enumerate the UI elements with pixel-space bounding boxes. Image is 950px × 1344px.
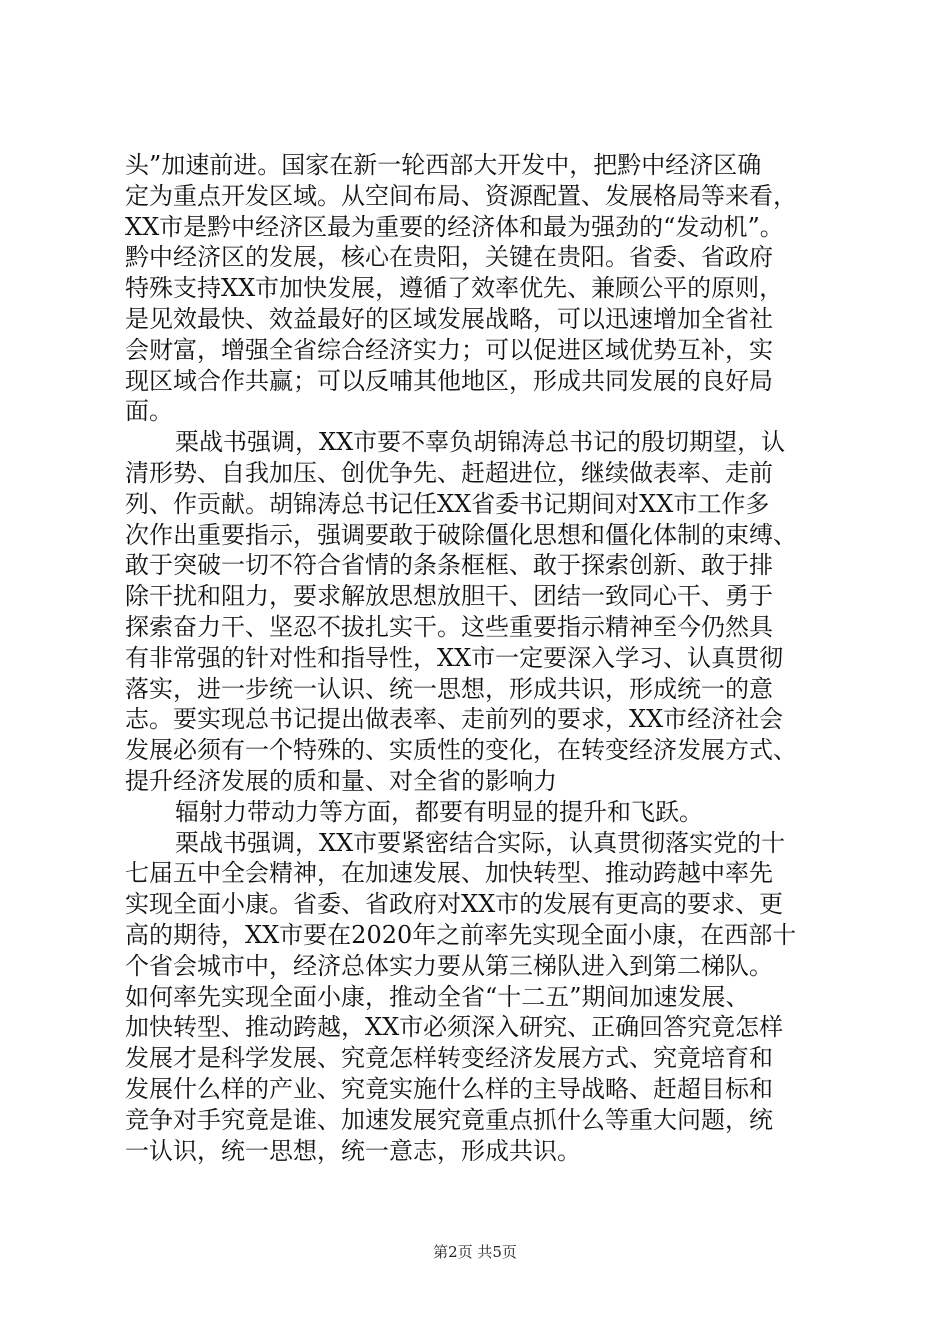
- text-line: XX市是黔中经济区最为重要的经济体和最为强劲的“发动机”。: [125, 212, 784, 241]
- text-line: 如何率先实现全面小康，推动全省“十二五”期间加速发展、: [125, 982, 750, 1011]
- text-line: 发展什么样的产业、究竟实施什么样的主导战略、赶超目标和: [125, 1074, 773, 1103]
- text-line: 次作出重要指示，强调要敢于破除僵化思想和僵化体制的束缚、: [125, 520, 797, 549]
- text-line: 个省会城市中，经济总体实力要从第三梯队进入到第二梯队。: [125, 951, 773, 980]
- text-line: 高的期待，XX市要在2020年之前率先实现全面小康，在西部十: [125, 920, 797, 949]
- document-body: [125, 150, 825, 1166]
- text-line: 头”加速前进。国家在新一轮西部大开发中，把黔中经济区确: [125, 151, 762, 179]
- text-line: 竞争对手究竟是谁、加速发展究竟重点抓什么等重大问题，统: [125, 1105, 773, 1134]
- text-line: 探索奋力干、坚忍不拔扎实干。这些重要指示精神至今仍然具: [125, 612, 773, 641]
- text-line: 有非常强的针对性和指导性，XX市一定要深入学习、认真贯彻: [125, 643, 784, 672]
- text-line: 除干扰和阻力，要求解放思想放胆干、团结一致同心干、勇于: [125, 582, 773, 611]
- text-line: 发展才是科学发展、究竟怎样转变经济发展方式、究竟培育和: [125, 1044, 773, 1073]
- text-line: 特殊支持XX市加快发展，遵循了效率优先、兼顾公平的原则，: [125, 274, 784, 303]
- text-line: 是见效最快、效益最好的区域发展战略，可以迅速增加全省社: [125, 304, 773, 333]
- text-line: 定为重点开发区域。从空间布局、资源配置、发展格局等来看，: [125, 181, 797, 210]
- text-line: 会财富，增强全省综合经济实力；可以促进区域优势互补，实: [125, 335, 773, 364]
- paragraph-start-line: 栗战书强调，XX市要紧密结合实际，认真贯彻落实党的十: [175, 828, 786, 857]
- paragraph-start-line: 辐射力带动力等方面，都要有明显的提升和飞跃。: [175, 797, 703, 826]
- text-line: 敢于突破一切不符合省情的条条框框、敢于探索创新、敢于排: [125, 551, 773, 580]
- text-line: 黔中经济区的发展，核心在贵阳，关键在贵阳。省委、省政府: [125, 243, 773, 272]
- text-line: 清形势、自我加压、创优争先、赶超进位，继续做表率、走前: [125, 458, 773, 487]
- text-line: 一认识，统一思想，统一意志，形成共识。: [125, 1136, 581, 1165]
- text-line: 实现全面小康。省委、省政府对XX市的发展有更高的要求、更: [125, 890, 784, 919]
- text-line: 加快转型、推动跨越，XX市必须深入研究、正确回答究竟怎样: [125, 1013, 784, 1042]
- text-line: 志。要实现总书记提出做表率、走前列的要求，XX市经济社会: [125, 705, 784, 734]
- text-line: 发展必须有一个特殊的、实质性的变化，在转变经济发展方式、: [125, 736, 797, 765]
- text-line: 提升经济发展的质和量、对全省的影响力: [125, 766, 557, 795]
- text-line: 面。: [125, 397, 173, 426]
- text-line: 七届五中全会精神，在加速发展、加快转型、推动跨越中率先: [125, 859, 773, 888]
- page-number-footer: 第2页 共5页: [433, 1243, 517, 1261]
- text-line: 列、作贡献。胡锦涛总书记任XX省委书记期间对XX市工作多: [125, 489, 770, 518]
- paragraph-start-line: 栗战书强调，XX市要不辜负胡锦涛总书记的殷切期望，认: [175, 428, 786, 457]
- text-line: 现区域合作共赢；可以反哺其他地区，形成共同发展的良好局: [125, 366, 773, 395]
- text-line: 落实，进一步统一认识、统一思想，形成共识，形成统一的意: [125, 674, 773, 703]
